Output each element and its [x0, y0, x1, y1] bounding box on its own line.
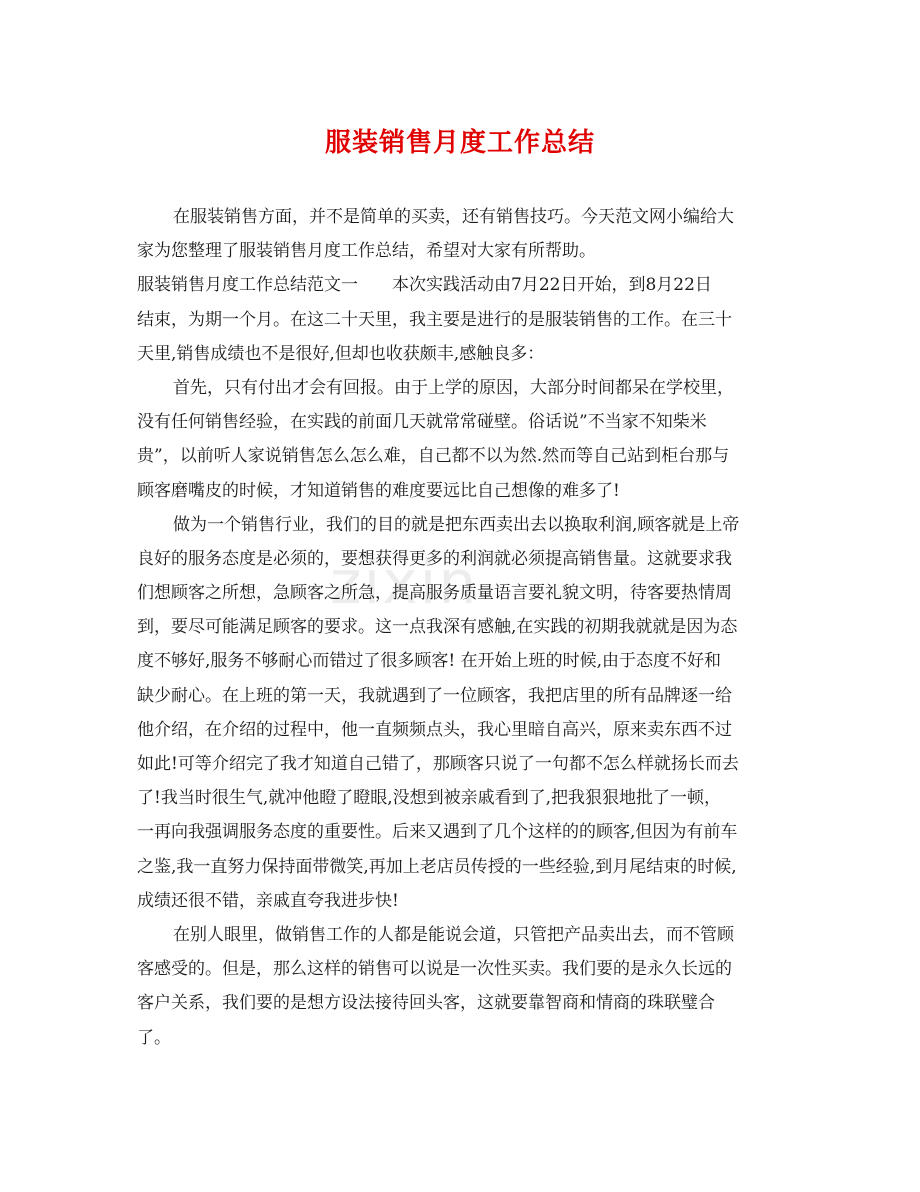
text-line: 客户关系，我们要的是想方设法接待回头客，这就要靠智商和情商的珠联璧合 [137, 993, 715, 1014]
text-line: 如此!可等介绍完了我才知道自己错了，那顾客只说了一句都不怎么样就扬长而去 [137, 754, 739, 774]
text-line: 客感受的。但是，那么这样的销售可以说是一次性买卖。我们要的是永久长远的 [137, 959, 732, 980]
document-title: 服装销售月度工作总结 [324, 128, 595, 158]
text-line: 到，要尽可能满足顾客的要求。这一点我深有感触,在实践的初期我就就是因为态 [137, 617, 738, 638]
text-line: 顾客磨嘴皮的时候，才知道销售的难度要远比自己想像的难多了! [137, 480, 620, 501]
text-line: 们想顾客之所想，急顾客之所急，提高服务质量语言要礼貌文明，待客要热情周 [137, 583, 732, 604]
text-line: 缺少耐心。在上班的第一天，我就遇到了一位顾客，我把店里的所有品牌逐一给 [137, 685, 732, 706]
text-line: 了!我当时很生气,就冲他瞪了瞪眼,没想到被亲戚看到了,把我狠狠地批了一顿， [137, 788, 722, 809]
text-line: 没有任何销售经验，在实践的前面几天就常常碰壁。俗话说”不当家不知柴米 [137, 412, 707, 433]
watermark-text: zixin [330, 548, 479, 618]
text-line: 了。 [137, 1027, 171, 1048]
text-line: 在别人眼里，做销售工作的人都是能说会道，只管把产品卖出去，而不管顾 [173, 924, 734, 945]
text-line: 在服装销售方面，并不是简单的买卖，还有销售技巧。今天范文网小编给大 [173, 207, 734, 227]
text-line: 一再向我强调服务态度的重要性。后来又遇到了几个这样的的顾客,但因为有前车 [137, 822, 738, 843]
text-line: 服装销售月度工作总结范文一 本次实践活动由7月22日开始，到8月22日 [137, 275, 712, 296]
text-line: 他介绍，在介绍的过程中，他一直频频点头，我心里暗自高兴，原来卖东西不过 [137, 719, 732, 740]
text-line: 家为您整理了服装销售月度工作总结，希望对大家有所帮助。 [137, 241, 596, 262]
text-line: 之鉴,我一直努力保持面带微笑,再加上老店员传授的一些经验,到月尾结束的时候, [137, 856, 737, 877]
text-line: 度不够好,服务不够耐心而错过了很多顾客! 在开始上班的时候,由于态度不好和 [137, 651, 722, 672]
document-body [137, 200, 787, 1055]
text-line: 良好的服务态度是必须的，要想获得更多的利润就必须提高销售量。这就要求我 [137, 548, 732, 569]
text-line: 贵”，以前听人家说销售怎么怎么难，自己都不以为然.然而等自己站到柜台那与 [137, 446, 730, 467]
text-line: 首先，只有付出才会有回报。由于上学的原因，大部分时间都呆在学校里， [173, 377, 734, 398]
text-line: 天里,销售成绩也不是很好,但却也收获颇丰,感触良多： [137, 343, 545, 364]
text-line: 成绩还很不错，亲戚直夸我进步快! [137, 890, 399, 911]
text-line: 做为一个销售行业，我们的目的就是把东西卖出去以换取利润,顾客就是上帝 [173, 514, 740, 535]
text-line: 结束，为期一个月。在这二十天里，我主要是进行的是服装销售的工作。在三十 [137, 309, 732, 330]
